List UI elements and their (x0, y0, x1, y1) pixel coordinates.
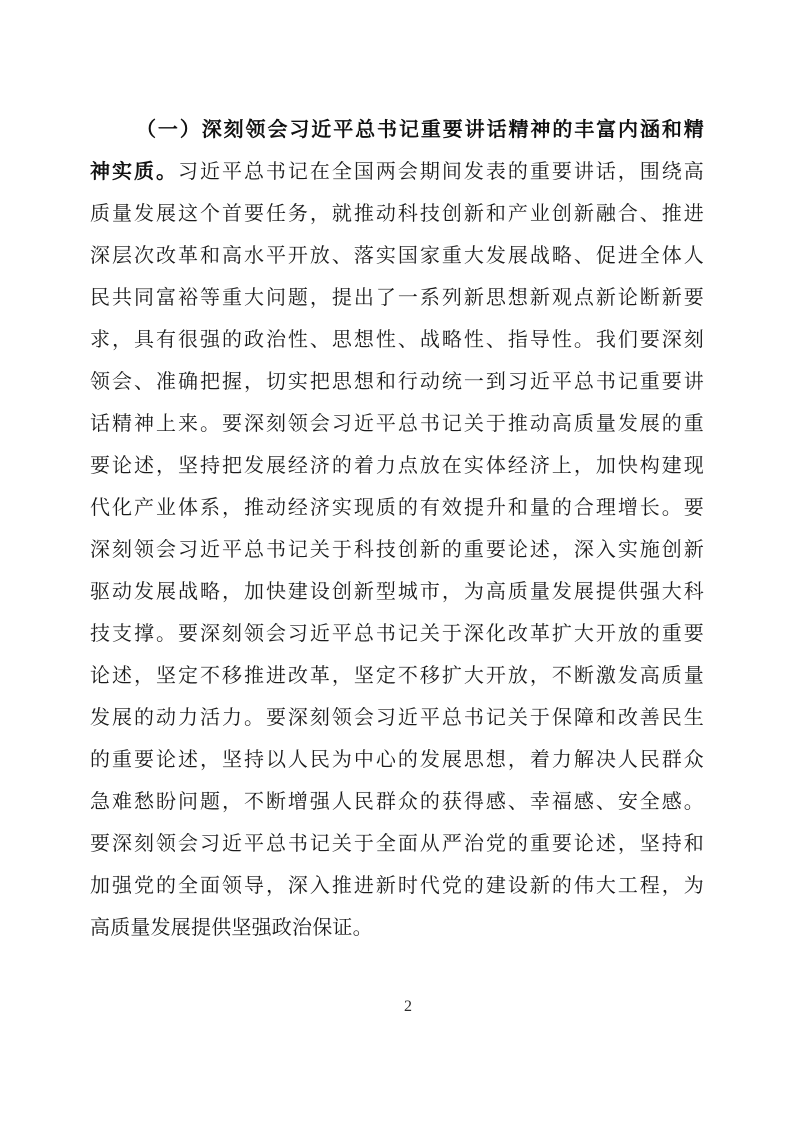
text-line (90, 529, 704, 571)
text-line (90, 907, 704, 949)
text-line (90, 781, 704, 823)
text-segment: 发展的动力活力。要深刻领会习近平总书记关于保障和改善民生 (90, 707, 704, 729)
paragraph-section (90, 109, 704, 949)
text-segment: 求，具有很强的政治性、思想性、战略性、指导性。我们要深刻 (90, 329, 704, 351)
text-segment: 民共同富裕等重大问题，提出了一系列新思想新观点新论断新要 (90, 287, 704, 309)
text-segment: 的重要论述，坚持以人民为中心的发展思想，着力解决人民群众 (90, 749, 704, 771)
text-segment: 技支撑。要深刻领会习近平总书记关于深化改革扩大开放的重要 (90, 623, 704, 645)
text-line (90, 823, 704, 865)
text-line (90, 445, 704, 487)
text-line (90, 571, 704, 613)
text-segment: 质量发展这个首要任务，就推动科技创新和产业创新融合、推进 (90, 203, 704, 225)
text-segment: 要论述，坚持把发展经济的着力点放在实体经济上，加快构建现 (90, 455, 704, 477)
page-number: 2 (404, 998, 412, 1015)
text-segment: 要深刻领会习近平总书记关于全面从严治党的重要论述，坚持和 (90, 833, 704, 855)
text-segment: 加强党的全面领导，深入推进新时代党的建设新的伟大工程，为 (90, 875, 704, 897)
text-segment: 深刻领会习近平总书记关于科技创新的重要论述，深入实施创新 (90, 539, 704, 561)
text-segment: 高质量发展提供坚强政治保证。 (90, 917, 373, 939)
text-segment: 驱动发展战略，加快建设创新型城市，为高质量发展提供强大科 (90, 581, 704, 603)
bold-text-segment: （一）深刻领会习近平总书记重要讲话精神的丰富内涵和精 (136, 119, 704, 141)
text-line (90, 613, 704, 655)
text-line (90, 151, 704, 193)
bold-text-segment: 神实质。 (90, 161, 178, 183)
page-footer (101, 996, 715, 1018)
text-line (90, 319, 704, 361)
text-line (90, 361, 704, 403)
text-segment: 论述，坚定不移推进改革，坚定不移扩大开放，不断激发高质量 (90, 665, 704, 687)
text-segment: 习近平总书记在全国两会期间发表的重要讲话，围绕高 (177, 161, 704, 183)
text-line (90, 655, 704, 697)
text-line (90, 865, 704, 907)
text-line (90, 193, 704, 235)
text-line (90, 235, 704, 277)
text-line (90, 487, 704, 529)
text-segment: 话精神上来。要深刻领会习近平总书记关于推动高质量发展的重 (90, 413, 704, 435)
text-line (90, 109, 704, 151)
text-line (90, 739, 704, 781)
text-line (90, 403, 704, 445)
text-line (90, 697, 704, 739)
text-segment: 领会、准确把握，切实把思想和行动统一到习近平总书记重要讲 (90, 371, 704, 393)
text-line (90, 277, 704, 319)
text-segment: 代化产业体系，推动经济实现质的有效提升和量的合理增长。要 (90, 497, 704, 519)
text-segment: 急难愁盼问题，不断增强人民群众的获得感、幸福感、安全感。 (90, 791, 704, 813)
text-segment: 深层次改革和高水平开放、落实国家重大发展战略、促进全体人 (90, 245, 704, 267)
